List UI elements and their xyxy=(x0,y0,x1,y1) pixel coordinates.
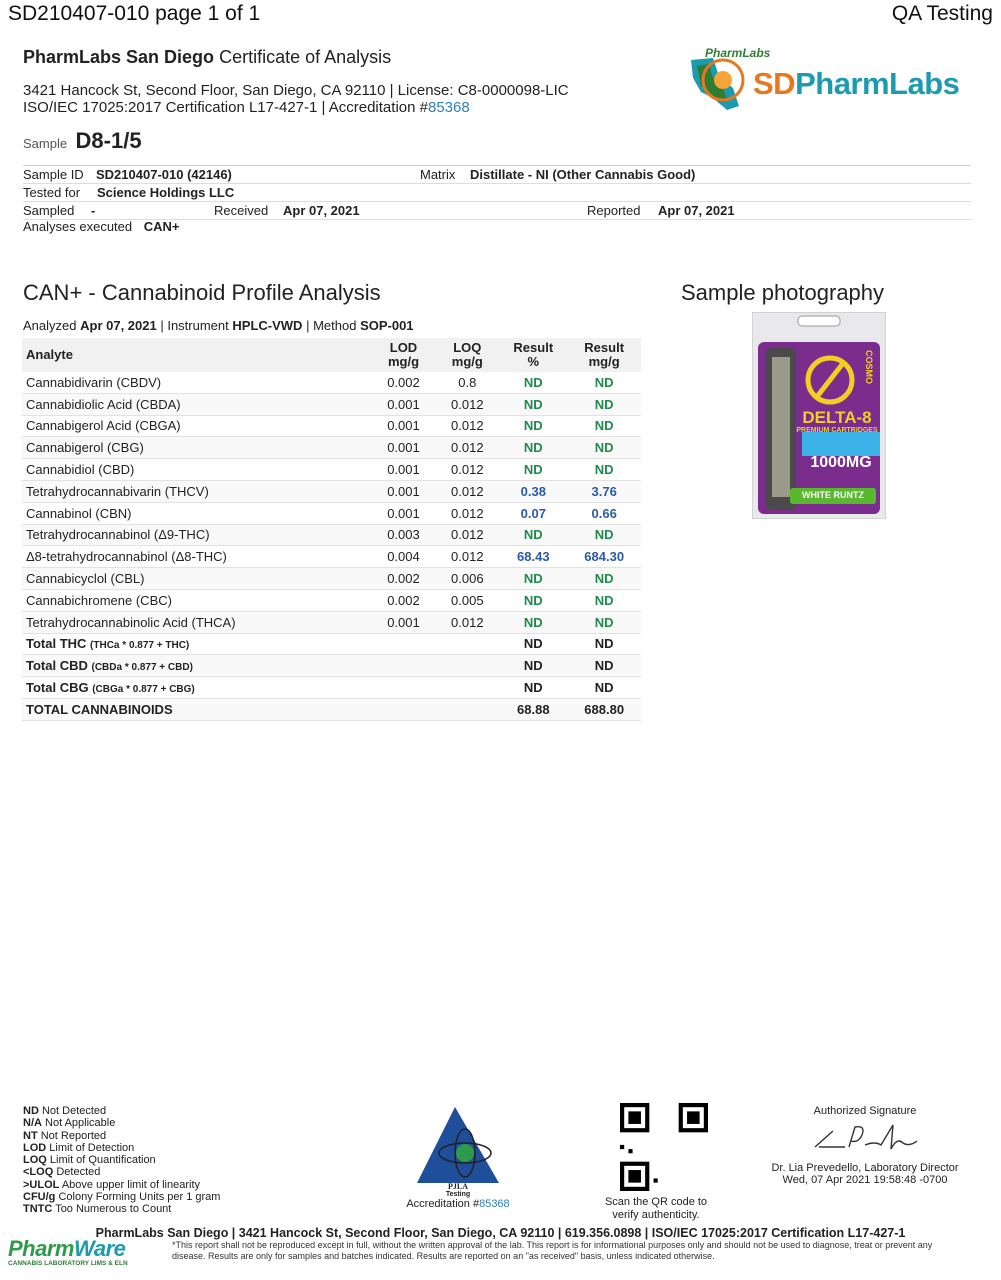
qr-block xyxy=(596,1103,716,1222)
analysis-info: Analyzed Apr 07, 2021 | Instrument HPLC-VWD | Method SOP-001 xyxy=(23,318,414,333)
empty-cell xyxy=(435,677,499,699)
instrument-value: HPLC-VWD xyxy=(232,318,303,333)
photo-flavor: WHITE RUNTZ xyxy=(802,490,864,500)
table-row xyxy=(22,568,641,590)
lod-value: 0.004 xyxy=(372,546,436,568)
analyte-name: Cannabinol (CBN) xyxy=(22,502,372,524)
empty-cell xyxy=(372,677,436,699)
empty-cell xyxy=(372,698,436,720)
pjla-name: PJLA xyxy=(448,1182,468,1191)
analyte-name: Cannabigerol Acid (CBGA) xyxy=(22,415,372,437)
loq-value: 0.012 xyxy=(435,415,499,437)
loq-value: 0.006 xyxy=(435,568,499,590)
analyte-name: Δ8-tetrahydrocannabinol (Δ8-THC) xyxy=(22,546,372,568)
pjla-logo-icon xyxy=(413,1105,503,1185)
total-formula: (THCa * 0.877 + THC) xyxy=(90,640,190,652)
lod-value: 0.003 xyxy=(372,524,436,546)
loq-value: 0.012 xyxy=(435,437,499,459)
cert-line: ISO/IEC 17025:2017 Certification L17-427-1 | Accreditation # xyxy=(23,99,428,116)
sampled-label: Sampled xyxy=(23,203,75,218)
loq-value: 0.012 xyxy=(435,393,499,415)
empty-cell xyxy=(435,655,499,677)
result-pct-value: ND xyxy=(499,372,567,393)
pharmware-logo xyxy=(8,1236,128,1267)
footer-disclaimer: *This report shall not be reproduced except in full, without the written approval of the lab. This report is for informational purposes only and should not be used to diagnose, treat or prevent any disease. Results are only for samples and batches indicated. Results are reported on an "as received" basis, unless indicated otherwise. xyxy=(172,1240,933,1261)
analyses-value: CAN+ xyxy=(143,219,180,234)
report-title xyxy=(23,47,391,68)
legend-item xyxy=(23,1142,220,1154)
sdpharmlabs-logo xyxy=(683,48,973,118)
empty-cell xyxy=(372,633,436,655)
result-mg-value: 684.30 xyxy=(567,546,641,568)
signature-block xyxy=(750,1105,980,1186)
lab-address: 3421 Hancock St, Second Floor, San Diego, CA 92110 | License: C8-0000098-LIC xyxy=(23,82,569,99)
table-row xyxy=(22,502,641,524)
lod-value: 0.002 xyxy=(372,568,436,590)
legend-value: Colony Forming Units per 1 gram xyxy=(58,1191,221,1204)
abbreviation-legend xyxy=(23,1105,220,1216)
logo-pharmlabs: PharmLabs xyxy=(795,66,960,101)
legend-value: Not Applicable xyxy=(45,1117,116,1130)
logo-wordmark xyxy=(753,66,959,102)
table-row xyxy=(22,611,641,633)
result-mg-value: ND xyxy=(567,459,641,481)
photo-product: DELTA-8 xyxy=(802,408,872,427)
legend-item xyxy=(23,1166,220,1178)
accreditation-link[interactable]: 85368 xyxy=(427,99,470,116)
signatory-name: Dr. Lia Prevedello, Laboratory Director xyxy=(771,1162,959,1174)
result-pct-value: ND xyxy=(499,589,567,611)
legend-item xyxy=(23,1105,220,1117)
sample-heading xyxy=(23,128,142,154)
sample-photo xyxy=(752,312,886,519)
lod-value: 0.001 xyxy=(372,502,436,524)
loq-value: 0.012 xyxy=(435,524,499,546)
photo-subtitle: PREMIUM CARTRIDGES xyxy=(796,427,878,434)
document-page-label: SD210407-010 page 1 of 1 xyxy=(8,2,261,25)
table-row xyxy=(22,524,641,546)
legend-value: Not Detected xyxy=(41,1105,107,1117)
result-pct-value: ND xyxy=(499,611,567,633)
matrix-label: Matrix xyxy=(420,167,456,182)
legend-item xyxy=(23,1117,220,1129)
result-mg-value: ND xyxy=(567,524,641,546)
lod-value: 0.002 xyxy=(372,589,436,611)
sample-id-value: SD210407-010 (42146) xyxy=(96,167,232,182)
legend-key: LOD xyxy=(23,1141,47,1154)
result-pct-value: ND xyxy=(499,393,567,415)
legend-value: Limit of Detection xyxy=(49,1141,135,1154)
total-label: Total CBD (CBDa * 0.877 + CBD) xyxy=(22,655,372,677)
result-mg-value: 0.66 xyxy=(567,502,641,524)
meta-row-dates xyxy=(23,202,971,220)
lab-certification xyxy=(23,99,470,116)
grand-total-row xyxy=(22,698,641,720)
result-mg-value: ND xyxy=(567,437,641,459)
qr-code[interactable] xyxy=(620,1103,708,1191)
method-label: Method xyxy=(313,318,357,333)
table-row xyxy=(22,415,641,437)
legend-key: LOQ xyxy=(23,1154,47,1167)
analyte-name: Tetrahydrocannabinolic Acid (THCA) xyxy=(22,611,372,633)
result-pct-value: ND xyxy=(499,415,567,437)
legend-item xyxy=(23,1191,220,1203)
result-mg-value: ND xyxy=(567,589,641,611)
result-mg-value: 3.76 xyxy=(567,480,641,502)
legend-item xyxy=(23,1203,220,1215)
pjla-accreditation-link[interactable]: 85368 xyxy=(479,1198,510,1210)
result-pct-value: ND xyxy=(499,524,567,546)
total-pct: ND xyxy=(499,655,567,677)
sample-label: Sample xyxy=(23,136,68,151)
analyte-name: Cannabidiol (CBD) xyxy=(22,459,372,481)
analyte-name: Cannabidivarin (CBDV) xyxy=(22,372,372,393)
analyzed-value: Apr 07, 2021 xyxy=(80,318,157,333)
legend-key: ND xyxy=(23,1105,39,1117)
legend-value: Detected xyxy=(56,1166,101,1179)
sample-name: D8-1/5 xyxy=(75,128,142,153)
total-label: Total CBG (CBGa * 0.877 + CBG) xyxy=(22,677,372,699)
total-mg: ND xyxy=(567,655,641,677)
photo-brand: COSMO xyxy=(864,349,875,385)
col-result-mg: Result mg/g xyxy=(567,338,641,372)
result-mg-value: ND xyxy=(567,372,641,393)
analyses-label: Analyses executed xyxy=(23,219,133,234)
legend-key: CFU/g xyxy=(23,1191,56,1204)
analyzed-label: Analyzed xyxy=(23,318,77,333)
analyte-name: Tetrahydrocannabivarin (THCV) xyxy=(22,480,372,502)
received-label: Received xyxy=(214,203,269,218)
sampled-value: - xyxy=(91,203,96,218)
cannabinoid-results-table xyxy=(22,338,641,721)
result-pct-value: 68.43 xyxy=(499,546,567,568)
legend-key: >ULOL xyxy=(23,1178,60,1191)
lod-value: 0.001 xyxy=(372,437,436,459)
analyte-name: Cannabidiolic Acid (CBDA) xyxy=(22,393,372,415)
table-header-row xyxy=(22,338,641,372)
result-pct-value: ND xyxy=(499,437,567,459)
tested-for-value: Science Holdings LLC xyxy=(97,185,235,200)
received-value: Apr 07, 2021 xyxy=(283,203,360,218)
table-row xyxy=(22,589,641,611)
analyte-name: Cannabicyclol (CBL) xyxy=(22,568,372,590)
loq-value: 0.005 xyxy=(435,589,499,611)
col-analyte: Analyte xyxy=(22,338,372,372)
pjla-sub: Testing xyxy=(445,1191,471,1198)
table-row xyxy=(22,437,641,459)
lod-value: 0.002 xyxy=(372,372,436,393)
grand-total-label: TOTAL CANNABINOIDS xyxy=(22,698,372,720)
total-row xyxy=(22,677,641,699)
total-pct: ND xyxy=(499,633,567,655)
signature-label: Authorized Signature xyxy=(813,1105,917,1117)
analysis-title: CAN+ - Cannabinoid Profile Analysis xyxy=(23,280,381,305)
logo-arc-text: PharmLabs xyxy=(705,46,771,60)
pjla-accreditation: Accreditation #85368 xyxy=(406,1198,510,1210)
col-result-pct: Result % xyxy=(499,338,567,372)
qr-caption: Scan the QR code to verify authenticity. xyxy=(604,1196,708,1221)
result-pct-value: 0.07 xyxy=(499,502,567,524)
legend-key: <LOQ xyxy=(23,1166,54,1179)
table-row xyxy=(22,393,641,415)
total-row xyxy=(22,633,641,655)
col-loq: LOQ mg/g xyxy=(435,338,499,372)
result-pct-value: ND xyxy=(499,459,567,481)
table-row xyxy=(22,480,641,502)
result-pct-value: ND xyxy=(499,568,567,590)
sample-id-label: Sample ID xyxy=(23,167,84,182)
pjla-badge xyxy=(398,1105,518,1210)
doc-type: Certificate of Analysis xyxy=(219,47,392,67)
total-mg: ND xyxy=(567,677,641,699)
result-mg-value: ND xyxy=(567,568,641,590)
loq-value: 0.012 xyxy=(435,502,499,524)
total-formula: (CBGa * 0.877 + CBG) xyxy=(92,684,195,696)
legend-value: Above upper limit of linearity xyxy=(61,1178,201,1191)
footer-address: PharmLabs San Diego | 3421 Hancock St, Second Floor, San Diego, CA 92110 | 619.356.0898 | ISO/IEC 17025:2017 Certification L17-427-1 xyxy=(95,1226,906,1240)
total-pct: ND xyxy=(499,677,567,699)
total-row xyxy=(22,655,641,677)
total-label: Total THC (THCa * 0.877 + THC) xyxy=(22,633,372,655)
lod-value: 0.001 xyxy=(372,480,436,502)
photo-strength: 1000MG xyxy=(810,454,872,471)
meta-row-tested xyxy=(23,184,971,202)
analyte-name: Cannabichromene (CBC) xyxy=(22,589,372,611)
empty-cell xyxy=(435,633,499,655)
lod-value: 0.001 xyxy=(372,459,436,481)
pharmware-text-b: Ware xyxy=(73,1236,126,1261)
col-lod: LOD mg/g xyxy=(372,338,436,372)
analyte-name: Tetrahydrocannabinol (Δ9-THC) xyxy=(22,524,372,546)
legend-item xyxy=(23,1179,220,1191)
result-mg-value: ND xyxy=(567,393,641,415)
qa-testing-label: QA Testing xyxy=(891,2,993,25)
signature-datetime: Wed, 07 Apr 2021 19:58:48 -0700 xyxy=(782,1174,948,1186)
total-mg: ND xyxy=(567,633,641,655)
legend-key: N/A xyxy=(23,1117,42,1130)
pharmware-text-a: Pharm xyxy=(8,1236,74,1261)
loq-value: 0.012 xyxy=(435,546,499,568)
empty-cell xyxy=(372,655,436,677)
grand-total-pct: 68.88 xyxy=(499,698,567,720)
lod-value: 0.001 xyxy=(372,393,436,415)
legend-value: Too Numerous to Count xyxy=(55,1203,172,1216)
loq-value: 0.8 xyxy=(435,372,499,393)
reported-value: Apr 07, 2021 xyxy=(658,203,735,218)
legend-value: Limit of Quantification xyxy=(49,1154,156,1167)
handwritten-signature xyxy=(805,1117,925,1157)
logo-sd: SD xyxy=(753,66,796,101)
lod-value: 0.001 xyxy=(372,415,436,437)
legend-item xyxy=(23,1154,220,1166)
pharmware-sub: CANNABIS LABORATORY LIMS & ELN xyxy=(8,1260,128,1267)
meta-row-analyses xyxy=(23,219,180,234)
method-value: SOP-001 xyxy=(360,318,414,333)
loq-value: 0.012 xyxy=(435,611,499,633)
result-mg-value: ND xyxy=(567,611,641,633)
result-pct-value: 0.38 xyxy=(499,480,567,502)
legend-item xyxy=(23,1130,220,1142)
empty-cell xyxy=(435,698,499,720)
loq-value: 0.012 xyxy=(435,459,499,481)
grand-total-mg: 688.80 xyxy=(567,698,641,720)
result-mg-value: ND xyxy=(567,415,641,437)
total-formula: (CBDa * 0.877 + CBD) xyxy=(91,662,193,674)
legend-key: TNTC xyxy=(23,1203,53,1216)
meta-row-sample xyxy=(23,166,971,184)
table-row xyxy=(22,372,641,393)
photo-title: Sample photography xyxy=(681,280,885,305)
analyte-name: Cannabigerol (CBG) xyxy=(22,437,372,459)
tested-for-label: Tested for xyxy=(23,185,81,200)
matrix-value: Distillate - NI (Other Cannabis Good) xyxy=(470,167,696,182)
legend-key: NT xyxy=(23,1129,38,1142)
instrument-label: Instrument xyxy=(167,318,229,333)
legend-value: Not Reported xyxy=(40,1129,107,1142)
lod-value: 0.001 xyxy=(372,611,436,633)
reported-label: Reported xyxy=(587,203,641,218)
loq-value: 0.012 xyxy=(435,480,499,502)
table-row xyxy=(22,459,641,481)
lab-name: PharmLabs San Diego xyxy=(23,47,215,67)
table-row xyxy=(22,546,641,568)
